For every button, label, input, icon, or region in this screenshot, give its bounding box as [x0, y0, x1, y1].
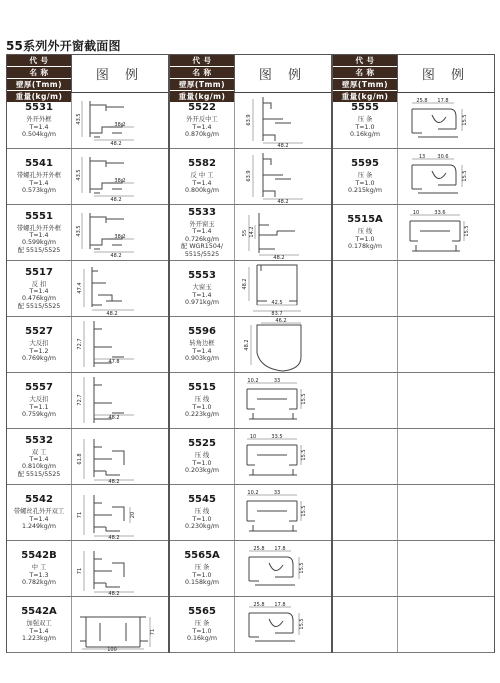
profile-code: 5542B — [21, 550, 57, 562]
profile-cross-section — [71, 261, 168, 316]
profile-cross-section — [71, 93, 168, 148]
cross-section-drawing — [235, 597, 331, 652]
profile-spec-line: T=1.4 — [29, 515, 49, 523]
profile-code: 5582 — [188, 158, 216, 170]
cross-section-drawing — [235, 429, 331, 484]
cross-section-drawing — [72, 317, 168, 372]
dimension-label: 15.5 — [462, 170, 468, 182]
profile-info — [170, 541, 234, 596]
dimension-label: 33.6 — [434, 210, 446, 216]
profile-cross-section — [234, 93, 331, 148]
profile-spec-line: T=1.0 — [192, 459, 212, 467]
cross-section-drawing — [235, 317, 331, 372]
profile-info — [170, 597, 234, 652]
empty-cell — [397, 429, 494, 484]
profile-code: 5541 — [25, 158, 53, 170]
dimension-label: 48.2 — [277, 143, 289, 148]
cross-section-drawing — [398, 205, 494, 260]
dimension-label: 13 — [418, 154, 426, 160]
profile-spec-line: 带螺丝孔外开双工 — [13, 508, 65, 516]
profile-cross-section — [397, 149, 494, 204]
dimension-label: 10.2 — [247, 378, 259, 384]
dimension-label: 71 — [150, 628, 156, 636]
profile-spec-line: 0.769kg/m — [22, 355, 56, 363]
profile-info — [170, 149, 234, 204]
profile-cross-section — [234, 373, 331, 428]
profile-info — [7, 485, 71, 540]
profile-cross-section — [71, 205, 168, 260]
dimension-label: 72.7 — [77, 338, 83, 350]
header-thickness-label: 壁厚(Tmm) — [170, 79, 234, 91]
profile-row — [333, 149, 494, 205]
profile-info — [333, 485, 397, 540]
dimension-label: 15.5 — [301, 449, 307, 461]
profile-row — [333, 429, 494, 485]
profile-code: 5542A — [21, 606, 57, 618]
profile-code: 5542 — [25, 494, 53, 506]
header-thickness-label: 壁厚(Tmm) — [333, 79, 397, 91]
empty-cell — [397, 485, 494, 540]
empty-cell — [397, 317, 494, 372]
profile-spec-line: 压 条 — [357, 172, 373, 180]
cross-section-drawing — [235, 373, 331, 428]
profile-row — [7, 261, 168, 317]
dimension-label: 20 — [130, 511, 136, 519]
profile-cross-section — [71, 597, 168, 652]
profile-spec-line: 0.573kg/m — [22, 187, 56, 195]
header-weight-label: 重量(kg/m) — [7, 91, 71, 102]
profile-row — [7, 373, 168, 429]
profile-code: 5557 — [25, 382, 53, 394]
profile-spec-line: 压 线 — [194, 508, 210, 516]
dimension-label: 71 — [77, 567, 83, 575]
profile-spec-line: 0.215kg/m — [348, 187, 382, 195]
cross-section-drawing — [235, 541, 331, 596]
profile-spec-line: T=1.0 — [192, 571, 212, 579]
profile-code: 5525 — [188, 438, 216, 450]
dimension-label: 61.8 — [77, 453, 83, 465]
profile-info — [7, 541, 71, 596]
cross-section-drawing — [235, 93, 331, 148]
profile-spec-line: T=1.0 — [192, 403, 212, 411]
profile-spec-line: 1.249kg/m — [22, 523, 56, 531]
dimension-label: 48.2 — [108, 415, 120, 421]
dimension-label: 15.5 — [464, 225, 470, 237]
profile-info — [170, 317, 234, 372]
profile-info — [170, 485, 234, 540]
profile-row — [333, 205, 494, 261]
dimension-label: 25.8 — [416, 98, 428, 104]
header-code-label: 代 号 — [333, 55, 397, 67]
profile-spec-line: T=1.4 — [29, 231, 49, 239]
dimension-label: 25.8 — [253, 602, 265, 608]
profile-info — [333, 429, 397, 484]
profile-spec-line: 配 5515/5525 — [17, 246, 61, 254]
profile-info — [170, 93, 234, 148]
profile-info — [333, 541, 397, 596]
profile-spec-line: 5515/5525 — [184, 250, 220, 258]
profile-spec-line: T=1.0 — [192, 627, 212, 635]
dimension-label: 38.2 — [114, 122, 126, 128]
dimension-label: 15.5 — [301, 393, 307, 405]
profile-info — [7, 205, 71, 260]
header-thickness-label: 壁厚(Tmm) — [7, 79, 71, 91]
profile-spec-line: T=1.4 — [192, 123, 212, 131]
profile-spec-line: 大反扣 — [29, 340, 49, 348]
profile-spec-line: 加强双工 — [26, 620, 52, 628]
header-figure-label: 图 例 — [234, 55, 331, 92]
cross-section-drawing — [72, 485, 168, 540]
dimension-label: 48.2 — [108, 479, 120, 484]
profile-spec-line: 0.16kg/m — [350, 131, 380, 139]
catalog-column-2 — [169, 54, 332, 653]
profile-info — [7, 93, 71, 148]
profile-info — [333, 149, 397, 204]
dimension-label: 25.8 — [253, 546, 265, 552]
profile-spec-line: 压 线 — [194, 396, 210, 404]
profile-info — [7, 149, 71, 204]
empty-cell — [397, 541, 494, 596]
dimension-label: 83.7 — [271, 311, 283, 316]
profile-spec-line: 0.810kg/m — [22, 463, 56, 471]
dimension-label: 48.2 — [277, 199, 289, 204]
profile-info — [333, 373, 397, 428]
profile-row — [170, 541, 331, 597]
profile-info — [7, 261, 71, 316]
profile-spec-line: 外开窗玉 — [189, 220, 215, 228]
profile-cross-section — [71, 317, 168, 372]
profile-spec-line: 0.759kg/m — [22, 411, 56, 419]
profile-spec-line: 带螺孔外开外框 — [16, 224, 62, 232]
profile-spec-line: 带螺孔外开外框 — [16, 172, 62, 180]
header-weight-label: 重量(kg/m) — [333, 91, 397, 102]
profile-cross-section — [71, 373, 168, 428]
profile-spec-line: 0.178kg/m — [348, 243, 382, 251]
dimension-label: 43.5 — [76, 169, 82, 181]
profile-spec-line: 转角边框 — [189, 340, 215, 348]
profile-row — [333, 485, 494, 541]
profile-row — [7, 429, 168, 485]
profile-code: 5515 — [188, 382, 216, 394]
profile-info — [170, 429, 234, 484]
dimension-label: 48.2 — [106, 311, 118, 316]
profile-spec-line: T=1.3 — [29, 571, 49, 579]
profile-spec-line: 0.903kg/m — [185, 355, 219, 363]
profile-row — [7, 485, 168, 541]
profile-row — [170, 317, 331, 373]
profile-spec-line: 0.223kg/m — [185, 411, 219, 419]
profile-code: 5553 — [188, 270, 216, 282]
profile-spec-line: 0.870kg/m — [185, 131, 219, 139]
profile-cross-section — [234, 317, 331, 372]
cross-section-drawing — [72, 149, 168, 204]
profile-row — [170, 373, 331, 429]
profile-spec-line: 中 工 — [31, 564, 47, 572]
profile-spec-line: 0.599kg/m — [22, 239, 56, 247]
dimension-label: 30.6 — [437, 154, 449, 160]
catalog-column-1 — [6, 54, 169, 653]
profile-code: 5531 — [25, 102, 53, 114]
dimension-label: 100 — [107, 647, 117, 652]
profile-row — [170, 597, 331, 653]
cross-section-drawing — [72, 205, 168, 260]
profile-row — [7, 541, 168, 597]
profile-cross-section — [71, 149, 168, 204]
dimension-label: 72.7 — [77, 394, 83, 406]
cross-section-drawing — [235, 485, 331, 540]
profile-spec-line: 配 5515/5525 — [17, 470, 61, 478]
profile-code: 5532 — [25, 434, 53, 446]
column-header — [170, 55, 331, 101]
dimension-label: 55 — [242, 229, 248, 237]
profile-spec-line: 外开反中工 — [186, 116, 218, 124]
empty-cell — [397, 373, 494, 428]
profile-spec-line: 压 条 — [194, 564, 210, 572]
cross-section-drawing — [72, 429, 168, 484]
profile-spec-line: T=1.0 — [355, 123, 375, 131]
dimension-label: 43.5 — [76, 113, 82, 125]
header-code-label: 代 号 — [7, 55, 71, 67]
page-title: 55系列外开窗截面图 — [6, 39, 121, 53]
dimension-label: 10 — [412, 210, 420, 216]
cross-section-drawing — [72, 93, 168, 148]
cross-section-drawing — [72, 261, 168, 316]
profile-cross-section — [234, 149, 331, 204]
dimension-label: 43.5 — [76, 225, 82, 237]
profile-row — [333, 541, 494, 597]
profile-cross-section — [234, 205, 331, 260]
dimension-label: 17.8 — [274, 602, 286, 608]
profile-info — [7, 597, 71, 652]
dimension-label: 47.4 — [77, 282, 83, 294]
profile-code: 5515A — [347, 214, 383, 226]
profile-row — [170, 261, 331, 317]
profile-spec-line: 双 工 — [31, 448, 47, 456]
dimension-label: 47.8 — [108, 359, 120, 365]
dimension-label: 48.2 — [244, 339, 250, 351]
dimension-label: 14.2 — [249, 226, 255, 238]
profile-info — [333, 93, 397, 148]
dimension-label: 17.8 — [437, 98, 449, 104]
profile-row — [7, 205, 168, 261]
profile-spec-line: 压 条 — [194, 620, 210, 628]
dimension-label: 63.9 — [246, 170, 252, 182]
profile-spec-line: T=1.4 — [29, 123, 49, 131]
dimension-label: 15.5 — [299, 618, 305, 630]
profile-spec-line: 压 线 — [194, 452, 210, 460]
profile-info — [333, 597, 397, 652]
profile-spec-line: 反 扣 — [31, 280, 47, 288]
profile-cross-section — [234, 261, 331, 316]
profile-spec-line: 压 线 — [357, 228, 373, 236]
profile-spec-line: T=1.4 — [29, 287, 49, 295]
profile-spec-line: T=1.4 — [192, 228, 212, 236]
dimension-label: 10 — [249, 434, 257, 440]
profile-spec-line: 配 5515/5525 — [17, 302, 61, 310]
empty-cell — [397, 261, 494, 316]
dimension-label: 33 — [273, 490, 281, 496]
dimension-label: 63.9 — [246, 114, 252, 126]
profile-spec-line: 0.800kg/m — [185, 187, 219, 195]
dimension-label: 15.5 — [299, 562, 305, 574]
dimension-label: 48.2 — [110, 253, 122, 259]
cross-section-drawing — [72, 597, 168, 652]
profile-code: 5565 — [188, 606, 216, 618]
cross-section-drawing — [72, 541, 168, 596]
profile-spec-line: T=1.0 — [192, 515, 212, 523]
cross-section-drawing — [235, 149, 331, 204]
profile-code: 5596 — [188, 326, 216, 338]
dimension-label: 10.2 — [247, 490, 259, 496]
profile-spec-line: 大窗玉 — [192, 284, 212, 292]
profile-code: 5545 — [188, 494, 216, 506]
dimension-label: 15.5 — [462, 114, 468, 126]
dimension-label: 38.2 — [114, 178, 126, 184]
profile-spec-line: 外开外框 — [26, 116, 52, 124]
profile-row — [7, 149, 168, 205]
profile-spec-line: T=1.2 — [29, 347, 49, 355]
profile-row — [333, 597, 494, 653]
empty-cell — [397, 597, 494, 652]
profile-spec-line: T=1.0 — [355, 179, 375, 187]
dimension-label: 17.8 — [274, 546, 286, 552]
profile-code: 5527 — [25, 326, 53, 338]
cross-section-drawing — [235, 261, 331, 316]
dimension-label: 38.2 — [114, 234, 126, 240]
profile-code: 5533 — [188, 207, 216, 219]
dimension-label: 71 — [77, 511, 83, 519]
profile-row — [170, 485, 331, 541]
profile-info — [170, 373, 234, 428]
cross-section-drawing — [398, 93, 494, 148]
header-figure-label: 图 例 — [71, 55, 168, 92]
profile-code: 5522 — [188, 102, 216, 114]
profile-cross-section — [234, 429, 331, 484]
profile-spec-line: 0.203kg/m — [185, 467, 219, 475]
profile-info — [7, 429, 71, 484]
profile-spec-line: 反 中 工 — [190, 172, 214, 180]
profile-spec-line: 1.223kg/m — [22, 635, 56, 643]
catalog-column-3 — [332, 54, 495, 653]
profile-spec-line: 0.726kg/m — [185, 235, 219, 243]
profile-code: 5551 — [25, 210, 53, 222]
profile-row — [7, 597, 168, 653]
profile-row — [7, 317, 168, 373]
profile-code: 5517 — [25, 266, 53, 278]
profile-spec-line: 压 条 — [357, 116, 373, 124]
profile-spec-line: T=1.4 — [29, 627, 49, 635]
cross-section-drawing — [72, 373, 168, 428]
dimension-label: 42.5 — [271, 300, 283, 306]
profile-spec-line: 大反扣 — [29, 396, 49, 404]
profile-info — [333, 317, 397, 372]
profile-row — [333, 93, 494, 149]
profile-spec-line: T=1.4 — [29, 455, 49, 463]
profile-spec-line: T=1.0 — [355, 235, 375, 243]
profile-info — [7, 317, 71, 372]
dimension-label: 48.2 — [108, 535, 120, 540]
profile-row — [333, 317, 494, 373]
cross-section-drawing — [235, 205, 331, 260]
profile-info — [170, 205, 234, 260]
profile-spec-line: 0.971kg/m — [185, 299, 219, 307]
profile-cross-section — [397, 205, 494, 260]
profile-row — [333, 261, 494, 317]
profile-spec-line: 0.782kg/m — [22, 579, 56, 587]
profile-cross-section — [397, 93, 494, 148]
profile-info — [333, 261, 397, 316]
profile-row — [7, 93, 168, 149]
profile-info — [170, 261, 234, 316]
profile-spec-line: T=1.1 — [29, 403, 49, 411]
header-name-label: 名 称 — [7, 67, 71, 79]
profile-spec-line: 0.230kg/m — [185, 523, 219, 531]
column-header — [7, 55, 168, 101]
profile-cross-section — [71, 541, 168, 596]
dimension-label: 15.5 — [301, 505, 307, 517]
profile-spec-line: 0.476kg/m — [22, 295, 56, 303]
header-figure-label: 图 例 — [397, 55, 494, 92]
profile-cross-section — [234, 541, 331, 596]
profile-code: 5595 — [351, 158, 379, 170]
profile-code: 5555 — [351, 102, 379, 114]
profile-cross-section — [71, 429, 168, 484]
header-code-label: 代 号 — [170, 55, 234, 67]
profile-info — [333, 205, 397, 260]
dimension-label: 33.5 — [271, 434, 283, 440]
profile-row — [170, 149, 331, 205]
profile-code: 5565A — [184, 550, 220, 562]
profile-spec-line: 0.504kg/m — [22, 131, 56, 139]
profile-spec-line: 0.158kg/m — [185, 579, 219, 587]
profile-row — [170, 205, 331, 261]
header-name-label: 名 称 — [333, 67, 397, 79]
profile-cross-section — [234, 597, 331, 652]
profile-spec-line: T=1.4 — [192, 347, 212, 355]
profile-spec-line: T=1.4 — [29, 179, 49, 187]
profile-row — [170, 429, 331, 485]
profile-cross-section — [71, 485, 168, 540]
profile-spec-line: T=1.4 — [192, 179, 212, 187]
profile-info — [7, 373, 71, 428]
dimension-label: 48.2 — [110, 197, 122, 203]
dimension-label: 48.2 — [110, 141, 122, 147]
dimension-label: 46.2 — [275, 318, 287, 324]
dimension-label: 48.2 — [273, 255, 285, 260]
profile-spec-line: 0.16kg/m — [187, 635, 217, 643]
dimension-label: 33 — [273, 378, 281, 384]
profile-cross-section — [234, 485, 331, 540]
profile-row — [333, 373, 494, 429]
profile-row — [170, 93, 331, 149]
cross-section-drawing — [398, 149, 494, 204]
dimension-label: 48.2 — [108, 591, 120, 596]
header-weight-label: 重量(kg/m) — [170, 91, 234, 102]
dimension-label: 48.2 — [242, 278, 248, 290]
profile-spec-line: 配 WGR1504/ — [181, 243, 223, 251]
header-name-label: 名 称 — [170, 67, 234, 79]
profile-spec-line: T=1.4 — [192, 291, 212, 299]
